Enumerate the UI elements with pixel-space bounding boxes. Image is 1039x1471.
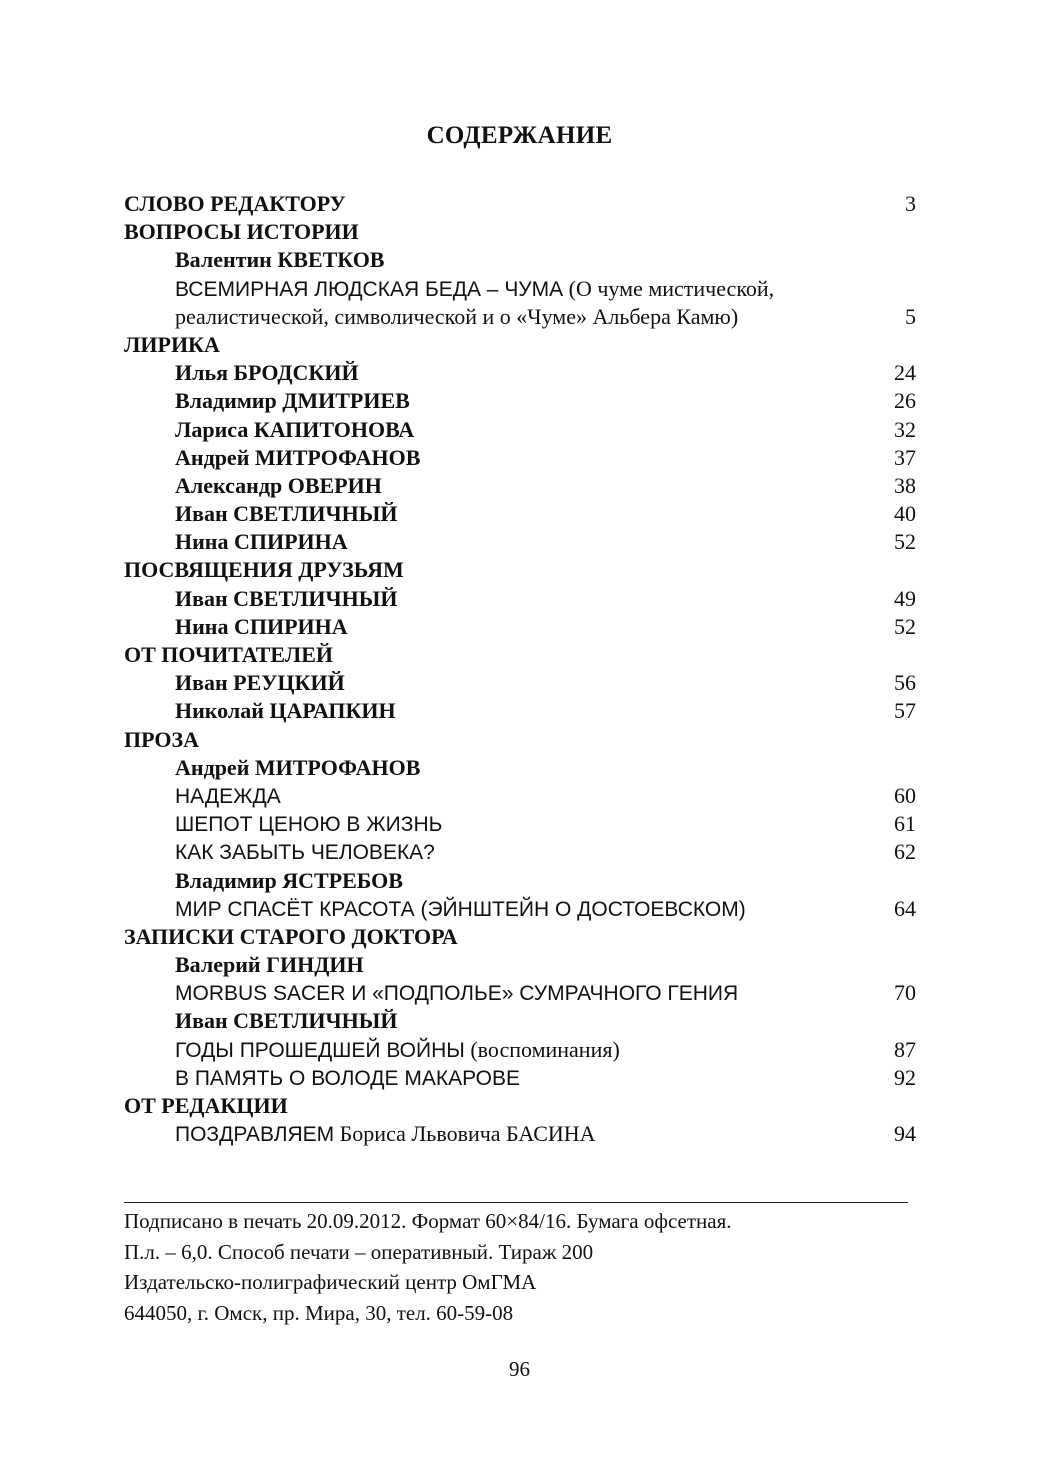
toc-work-title [175,810,442,839]
author-last-name: РЕУЦКИЙ [233,670,345,696]
toc-author-row [124,585,916,613]
work-title-caps: КАК ЗАБЫТЬ ЧЕЛОВЕКА? [175,841,435,865]
page-title: СОДЕРЖАНИЕ [426,122,613,149]
toc-page-number: 32 [894,416,916,442]
toc-title-row [124,810,916,838]
toc-author-row [124,754,916,782]
work-title-note: реалистической, символической и о «Чуме» Альбера Камю) [175,303,739,329]
work-title-caps: ВСЕМИРНАЯ ЛЮДСКАЯ БЕДА – ЧУМА [175,277,564,301]
author-first-name: Иван [175,501,228,527]
toc-work-title [175,895,746,924]
toc-section-row [124,218,916,246]
toc-author-name [175,500,397,528]
toc-author-name [175,951,364,979]
toc-title-row [124,1064,916,1092]
author-last-name: КВЕТКОВ [277,247,385,273]
author-first-name: Александр [175,472,283,498]
toc-author-name [175,528,348,556]
toc-page-number: 3 [905,191,916,216]
toc-page-number: 70 [894,980,916,1006]
work-title-caps: НАДЕЖДА [175,784,281,808]
author-first-name: Андрей [175,444,250,470]
toc-page-number: 38 [894,472,916,498]
toc-section-heading: ОТ ПОЧИТАТЕЛЕЙ [124,642,333,667]
toc-author-row [124,669,916,697]
toc-title-row [124,838,916,866]
toc-title-row [124,275,916,303]
toc-page-number: 62 [894,839,916,865]
toc-author-row [124,867,916,895]
work-title-caps: ПОЗДРАВЛЯЕМ [175,1123,335,1147]
author-last-name: КАПИТОНОВА [253,416,415,442]
toc-page-number: 57 [894,698,916,724]
toc-section-row [124,641,916,669]
toc-page-number: 64 [894,895,916,921]
author-last-name: СПИРИНА [233,613,348,639]
toc-author-name [175,387,410,415]
toc-page-number: 94 [894,1121,916,1147]
toc-author-name [175,697,396,725]
toc-author-row [124,697,916,725]
toc-section-heading: ВОПРОСЫ ИСТОРИИ [124,219,359,245]
toc-page-number: 5 [905,303,916,329]
toc-author-name [175,472,382,500]
toc-section-row [124,190,916,218]
author-first-name: Валентин [175,247,272,273]
author-last-name: СВЕТЛИЧНЫЙ [233,1008,398,1034]
toc-author-row [124,359,916,387]
author-last-name: СВЕТЛИЧНЫЙ [233,501,398,527]
toc-title-row [124,895,916,923]
toc-author-name [175,444,420,472]
toc-section-row [124,331,916,359]
work-title-caps: ШЕПОТ ЦЕНОЮ В ЖИЗНЬ [175,813,443,837]
author-first-name: Иван [175,1008,228,1034]
author-first-name: Иван [175,670,228,696]
toc-page-number: 56 [894,670,916,696]
toc-author-name [175,754,420,782]
toc-author-row [124,528,916,556]
divider-line [124,1202,908,1203]
work-title-caps: MORBUS SACER И «ПОДПОЛЬЕ» СУМРАЧНОГО ГЕНИЯ [175,982,739,1006]
author-first-name: Нина [175,613,229,639]
toc-page-number: 61 [894,811,916,837]
toc-author-row [124,444,916,472]
work-title-note: (воспоминания) [464,1036,620,1062]
author-last-name: ГИНДИН [266,952,364,978]
work-title-caps: МИР СПАСЁТ КРАСОТА (ЭЙНШТЕЙН О ДОСТОЕВСКОМ) [175,897,746,921]
author-last-name: ЯСТРЕБОВ [282,867,403,893]
toc-work-title [175,1036,620,1065]
toc-page-number: 40 [894,501,916,527]
page-number: 96 [509,1357,530,1381]
toc-author-name [175,585,397,613]
toc-author-row [124,472,916,500]
toc-page-number: 87 [894,1036,916,1062]
author-first-name: Андрей [175,754,250,780]
toc-work-title [175,782,281,811]
work-title-note: Бориса Львовича БАСИНА [334,1121,596,1147]
toc-work-title [175,275,774,304]
imprint-block [124,1206,732,1328]
toc-author-row [124,951,916,979]
work-title-caps: В ПАМЯТЬ О ВОЛОДЕ МАКАРОВЕ [175,1066,520,1090]
author-first-name: Валерий [175,952,261,978]
toc-section-heading: ПРОЗА [124,726,200,752]
toc-title-row [124,303,916,331]
toc-page-number: 37 [894,444,916,470]
toc-author-name [175,246,384,274]
toc-title-row [124,782,916,810]
toc-work-title [175,1064,520,1093]
toc-section-heading: ОТ РЕДАКЦИИ [124,1093,288,1118]
author-first-name: Илья [175,360,228,386]
author-first-name: Владимир [175,867,277,893]
toc-page-number: 26 [894,388,916,414]
toc-title-row [124,1120,916,1148]
toc-page-number: 49 [894,585,916,611]
imprint-line: 644050, г. Омск, пр. Мира, 30, тел. 60-59-08 [124,1300,514,1325]
toc-title-row [124,1036,916,1064]
author-first-name: Владимир [175,388,277,414]
toc-work-title [175,303,738,331]
imprint-line: П.л. – 6,0. Способ печати – оперативный. Тираж 200 [124,1239,594,1264]
toc-section-heading: ЛИРИКА [124,331,220,357]
toc-section-heading: ПОСВЯЩЕНИЯ ДРУЗЬЯМ [124,557,404,583]
author-last-name: МИТРОФАНОВ [254,444,421,470]
author-last-name: МИТРОФАНОВ [254,754,421,780]
toc-author-row [124,416,916,444]
toc-author-row [124,613,916,641]
toc-title-row [124,979,916,1007]
table-of-contents [124,190,916,1148]
toc-page-number: 60 [894,782,916,808]
work-title-caps: ГОДЫ ПРОШЕДШЕЙ ВОЙНЫ [175,1038,465,1062]
author-last-name: БРОДСКИЙ [233,360,359,386]
author-first-name: Лариса [175,416,249,442]
toc-work-title [175,1120,596,1149]
toc-author-name [175,613,348,641]
toc-page-number: 24 [894,360,916,386]
toc-section-heading: СЛОВО РЕДАКТОРУ [124,191,346,216]
toc-author-row [124,500,916,528]
toc-section-row [124,923,916,951]
author-last-name: СПИРИНА [233,529,348,555]
toc-author-name [175,669,345,697]
work-title-note: (О чуме мистической, [563,275,775,301]
toc-section-row [124,1092,916,1120]
toc-author-name [175,867,403,895]
toc-work-title [175,979,738,1008]
author-last-name: ЦАРАПКИН [269,698,396,724]
toc-work-title [175,838,435,867]
toc-page-number: 92 [894,1064,916,1090]
author-last-name: ОВЕРИН [287,472,382,498]
toc-author-name [175,416,414,444]
toc-author-name [175,1007,397,1035]
author-first-name: Нина [175,529,229,555]
imprint-line: Подписано в печать 20.09.2012. Формат 60×84/16. Бумага офсетная. [124,1209,732,1233]
toc-section-row [124,556,916,584]
author-last-name: СВЕТЛИЧНЫЙ [233,585,398,611]
toc-page-number: 52 [894,613,916,639]
toc-author-row [124,1007,916,1035]
toc-page-number: 52 [894,529,916,555]
imprint-line: Издательско-полиграфический центр ОмГМА [124,1270,537,1294]
author-first-name: Иван [175,585,228,611]
toc-author-row [124,387,916,415]
toc-author-name [175,359,359,387]
toc-section-row [124,726,916,754]
author-first-name: Николай [175,698,264,724]
toc-author-row [124,246,916,274]
author-last-name: ДМИТРИЕВ [282,388,410,414]
toc-section-heading: ЗАПИСКИ СТАРОГО ДОКТОРА [124,923,458,949]
